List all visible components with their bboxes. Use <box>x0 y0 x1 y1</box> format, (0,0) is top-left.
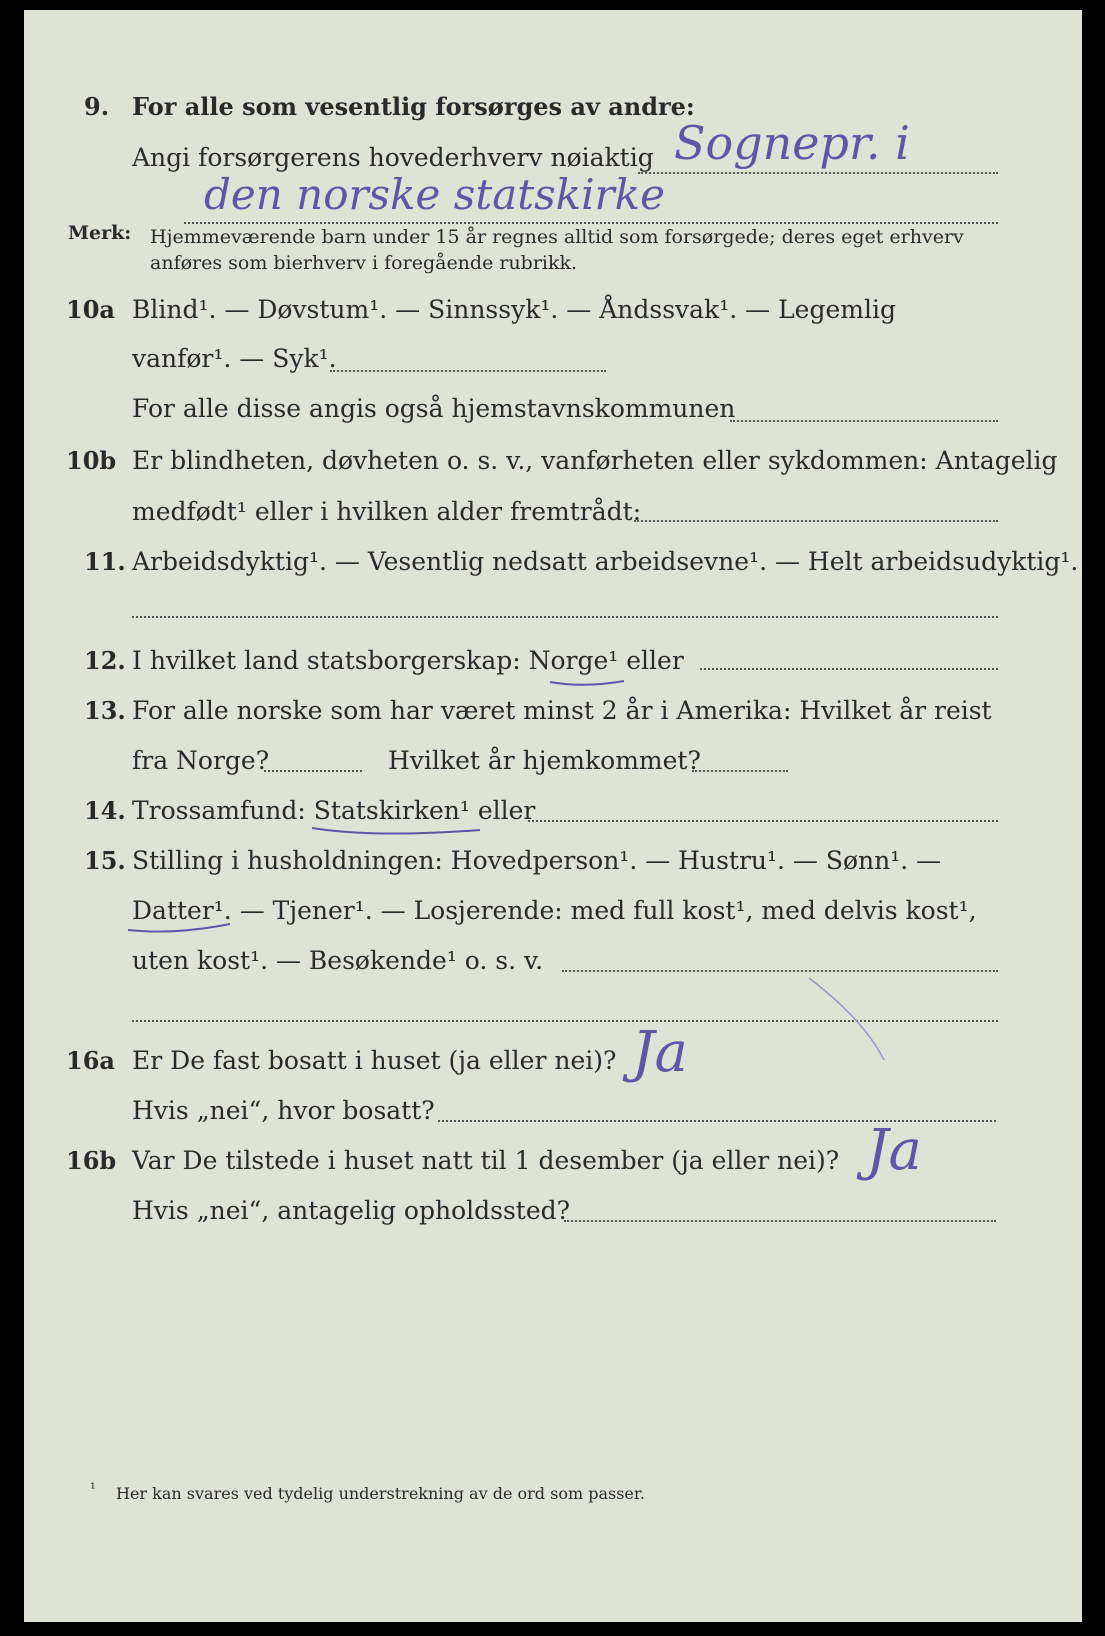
q10a-line-3: For alle disse angis også hjemstavnskommunen <box>132 394 736 423</box>
q15-number: 15. <box>84 846 126 875</box>
footnote-mark: ¹ <box>90 1481 96 1497</box>
q15-line-1: Stilling i husholdningen: Hovedperson¹. — Hustru¹. — Sønn¹. — <box>132 846 942 875</box>
q16b-line-2: Hvis „nei“, antagelig opholdssted? <box>132 1196 571 1225</box>
q12-number: 12. <box>84 646 126 675</box>
footnote-text: Her kan svares ved tydelig understrekning av de ord som passer. <box>116 1484 645 1503</box>
q9-handwritten-answer-1: Sognepr. i <box>674 116 910 170</box>
q14-line-1: Trossamfund: Statskirken¹ eller <box>132 796 536 825</box>
q13-line-2b: Hvilket år hjemkommet? <box>388 746 701 775</box>
q16b-handwritten-answer: Ja <box>866 1118 922 1183</box>
q16b-number: 16b <box>66 1146 117 1175</box>
underline-marks <box>24 10 1082 1622</box>
merk-label: Merk: <box>68 222 132 244</box>
q12-line-1: I hvilket land statsborgerskap: Norge¹ eller <box>132 646 684 675</box>
q13-line-1: For alle norske som har været minst 2 år i Amerika: Hvilket år reist <box>132 696 992 725</box>
q9-handwritten-answer-2: den norske statskirke <box>204 170 665 219</box>
q16a-handwritten-answer: Ja <box>632 1020 688 1085</box>
q9-prompt: Angi forsørgerens hovederhverv nøiaktig <box>132 143 654 172</box>
q14-number: 14. <box>84 796 126 825</box>
q9-number: 9. <box>84 92 110 121</box>
q15-line-2: Datter¹. — Tjener¹. — Losjerende: med full kost¹, med delvis kost¹, <box>132 896 977 925</box>
census-form-page <box>24 10 1082 1622</box>
q16a-line-1: Er De fast bosatt i huset (ja eller nei)? <box>132 1046 617 1075</box>
q10b-line-2: medfødt¹ eller i hvilken alder fremtrådt: <box>132 497 642 526</box>
q16a-number: 16a <box>66 1046 115 1075</box>
merk-line-1: Hjemmeværende barn under 15 år regnes alltid som forsørgede; deres eget erhverv <box>150 226 964 248</box>
q16b-line-1: Var De tilstede i huset natt til 1 desember (ja eller nei)? <box>132 1146 840 1175</box>
q9-title: For alle som vesentlig forsørges av andre: <box>132 92 695 121</box>
merk-line-2: anføres som bierhverv i foregående rubrikk. <box>150 252 578 274</box>
q11-line-1: Arbeidsdyktig¹. — Vesentlig nedsatt arbeidsevne¹. — Helt arbeidsudyktig¹. <box>132 547 1079 576</box>
q13-number: 13. <box>84 696 126 725</box>
q10a-number: 10a <box>66 295 115 324</box>
q15-line-3: uten kost¹. — Besøkende¹ o. s. v. <box>132 946 544 975</box>
q10b-number: 10b <box>66 446 117 475</box>
q13-line-2a: fra Norge? <box>132 746 270 775</box>
q16a-line-2: Hvis „nei“, hvor bosatt? <box>132 1096 435 1125</box>
q10a-line-1: Blind¹. — Døvstum¹. — Sinnssyk¹. — Åndssvak¹. — Legemlig <box>132 295 896 324</box>
q10b-line-1: Er blindheten, døvheten o. s. v., vanførheten eller sykdommen: Antagelig <box>132 446 1058 475</box>
q10a-line-2: vanfør¹. — Syk¹. <box>132 344 337 373</box>
q11-number: 11. <box>84 547 126 576</box>
